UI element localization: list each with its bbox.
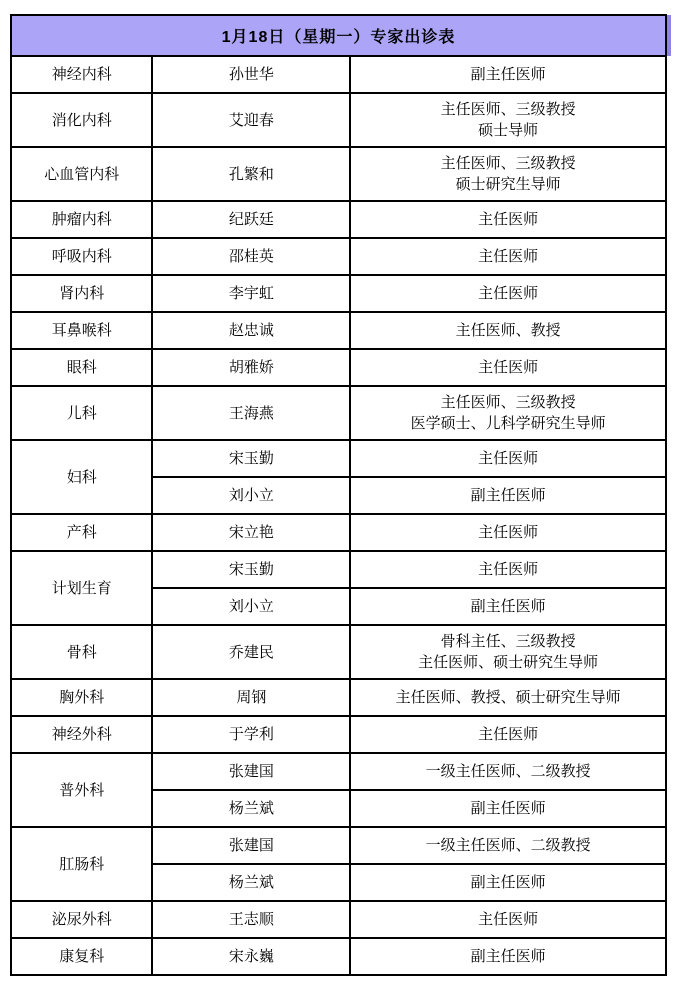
- doctor-name-cell: 宋永巍: [152, 938, 350, 975]
- doctor-title-line: 副主任医师: [470, 598, 546, 615]
- title-row: [11, 15, 666, 56]
- doctor-title-line: 主任医师、教授、硕士研究生导师: [395, 689, 621, 706]
- doctor-title-line: 主任医师: [478, 726, 539, 743]
- department-cell: 计划生育: [11, 551, 152, 625]
- doctor-title-cell: [350, 238, 666, 275]
- department-cell: 儿科: [11, 386, 152, 440]
- doctor-title-line: 主任医师: [478, 911, 539, 928]
- schedule-row: [11, 56, 666, 93]
- doctor-name-cell: 张建国: [152, 753, 350, 790]
- department-cell: 产科: [11, 514, 152, 551]
- doctor-title-cell: [350, 147, 666, 201]
- schedule-row: [11, 938, 666, 975]
- schedule-row: [11, 275, 666, 312]
- doctor-title-cell: [350, 275, 666, 312]
- doctor-name-cell: 邵桂英: [152, 238, 350, 275]
- schedule-row: [11, 827, 666, 864]
- doctor-title-line: 主任医师: [478, 211, 539, 228]
- schedule-row: [11, 349, 666, 386]
- schedule-row: [11, 679, 666, 716]
- doctor-title-cell: [350, 201, 666, 238]
- doctor-name-cell: 孙世华: [152, 56, 350, 93]
- doctor-title-line: 一级主任医师、二级教授: [425, 763, 591, 780]
- schedule-row: [11, 440, 666, 477]
- doctor-title-cell: [350, 477, 666, 514]
- doctor-name-cell: 周钢: [152, 679, 350, 716]
- doctor-title-cell: [350, 938, 666, 975]
- doctor-title-line: 主任医师、三级教授: [440, 155, 576, 172]
- doctor-title-line: 主任医师: [478, 285, 539, 302]
- schedule-row: [11, 901, 666, 938]
- doctor-name-cell: 赵忠诚: [152, 312, 350, 349]
- department-cell: 耳鼻喉科: [11, 312, 152, 349]
- department-cell: 眼科: [11, 349, 152, 386]
- doctor-name-cell: 张建国: [152, 827, 350, 864]
- doctor-title-line: 副主任医师: [470, 66, 546, 83]
- doctor-title-line: 硕士导师: [478, 122, 539, 139]
- doctor-title-line: 主任医师: [478, 524, 539, 541]
- department-cell: 神经外科: [11, 716, 152, 753]
- doctor-title-cell: [350, 312, 666, 349]
- schedule-table-container: [10, 14, 667, 976]
- schedule-row: [11, 238, 666, 275]
- schedule-row: [11, 312, 666, 349]
- doctor-title-cell: [350, 56, 666, 93]
- schedule-row: [11, 201, 666, 238]
- schedule-table-body: [11, 56, 666, 975]
- expert-schedule-table: [10, 14, 667, 976]
- doctor-title-line: 主任医师、三级教授: [440, 394, 576, 411]
- schedule-row: [11, 716, 666, 753]
- doctor-title-line: 主任医师: [478, 359, 539, 376]
- doctor-title-line: 硕士研究生导师: [455, 176, 561, 193]
- doctor-title-line: 主任医师: [478, 450, 539, 467]
- doctor-name-cell: 孔繁和: [152, 147, 350, 201]
- doctor-title-cell: [350, 716, 666, 753]
- doctor-title-cell: [350, 679, 666, 716]
- doctor-name-cell: 杨兰斌: [152, 790, 350, 827]
- department-cell: 康复科: [11, 938, 152, 975]
- department-cell: 普外科: [11, 753, 152, 827]
- doctor-title-line: 副主任医师: [470, 948, 546, 965]
- doctor-name-cell: 纪跃廷: [152, 201, 350, 238]
- department-cell: 心血管内科: [11, 147, 152, 201]
- doctor-name-cell: 刘小立: [152, 477, 350, 514]
- department-cell: 消化内科: [11, 93, 152, 147]
- doctor-name-cell: 宋玉勤: [152, 551, 350, 588]
- doctor-title-line: 主任医师、教授: [455, 322, 561, 339]
- doctor-title-line: 主任医师: [478, 248, 539, 265]
- doctor-name-cell: 王海燕: [152, 386, 350, 440]
- doctor-title-cell: [350, 386, 666, 440]
- doctor-title-line: 主任医师: [478, 561, 539, 578]
- doctor-name-cell: 刘小立: [152, 588, 350, 625]
- department-cell: 肿瘤内科: [11, 201, 152, 238]
- doctor-title-cell: [350, 514, 666, 551]
- doctor-title-line: 主任医师、硕士研究生导师: [418, 654, 599, 671]
- doctor-title-cell: [350, 551, 666, 588]
- doctor-name-cell: 于学利: [152, 716, 350, 753]
- doctor-title-line: 一级主任医师、二级教授: [425, 837, 591, 854]
- doctor-name-cell: 胡雅娇: [152, 349, 350, 386]
- department-cell: 呼吸内科: [11, 238, 152, 275]
- doctor-title-cell: [350, 790, 666, 827]
- doctor-name-cell: 杨兰斌: [152, 864, 350, 901]
- doctor-name-cell: 李宇虹: [152, 275, 350, 312]
- doctor-title-line: 副主任医师: [470, 874, 546, 891]
- schedule-row: [11, 753, 666, 790]
- doctor-name-cell: 乔建民: [152, 625, 350, 679]
- department-cell: 妇科: [11, 440, 152, 514]
- schedule-row: [11, 514, 666, 551]
- doctor-title-line: 主任医师、三级教授: [440, 101, 576, 118]
- department-cell: 神经内科: [11, 56, 152, 93]
- doctor-title-line: 医学硕士、儿科学研究生导师: [410, 415, 606, 432]
- schedule-row: [11, 551, 666, 588]
- doctor-name-cell: 艾迎春: [152, 93, 350, 147]
- doctor-name-cell: 王志顺: [152, 901, 350, 938]
- doctor-title-cell: [350, 753, 666, 790]
- doctor-title-line: 副主任医师: [470, 487, 546, 504]
- schedule-row: [11, 386, 666, 440]
- department-cell: 胸外科: [11, 679, 152, 716]
- doctor-title-cell: [350, 93, 666, 147]
- table-title: 1月18日（星期一）专家出诊表: [11, 15, 666, 56]
- title-bar-edge-decoration: [667, 15, 671, 56]
- doctor-title-cell: [350, 901, 666, 938]
- department-cell: 肛肠科: [11, 827, 152, 901]
- schedule-row: [11, 93, 666, 147]
- department-cell: 泌尿外科: [11, 901, 152, 938]
- doctor-title-cell: [350, 864, 666, 901]
- department-cell: 骨科: [11, 625, 152, 679]
- schedule-row: [11, 147, 666, 201]
- doctor-title-cell: [350, 625, 666, 679]
- schedule-row: [11, 625, 666, 679]
- doctor-name-cell: 宋立艳: [152, 514, 350, 551]
- doctor-title-cell: [350, 349, 666, 386]
- doctor-title-line: 副主任医师: [470, 800, 546, 817]
- doctor-title-cell: [350, 588, 666, 625]
- doctor-title-line: 骨科主任、三级教授: [440, 633, 576, 650]
- doctor-title-cell: [350, 827, 666, 864]
- doctor-title-cell: [350, 440, 666, 477]
- department-cell: 肾内科: [11, 275, 152, 312]
- doctor-name-cell: 宋玉勤: [152, 440, 350, 477]
